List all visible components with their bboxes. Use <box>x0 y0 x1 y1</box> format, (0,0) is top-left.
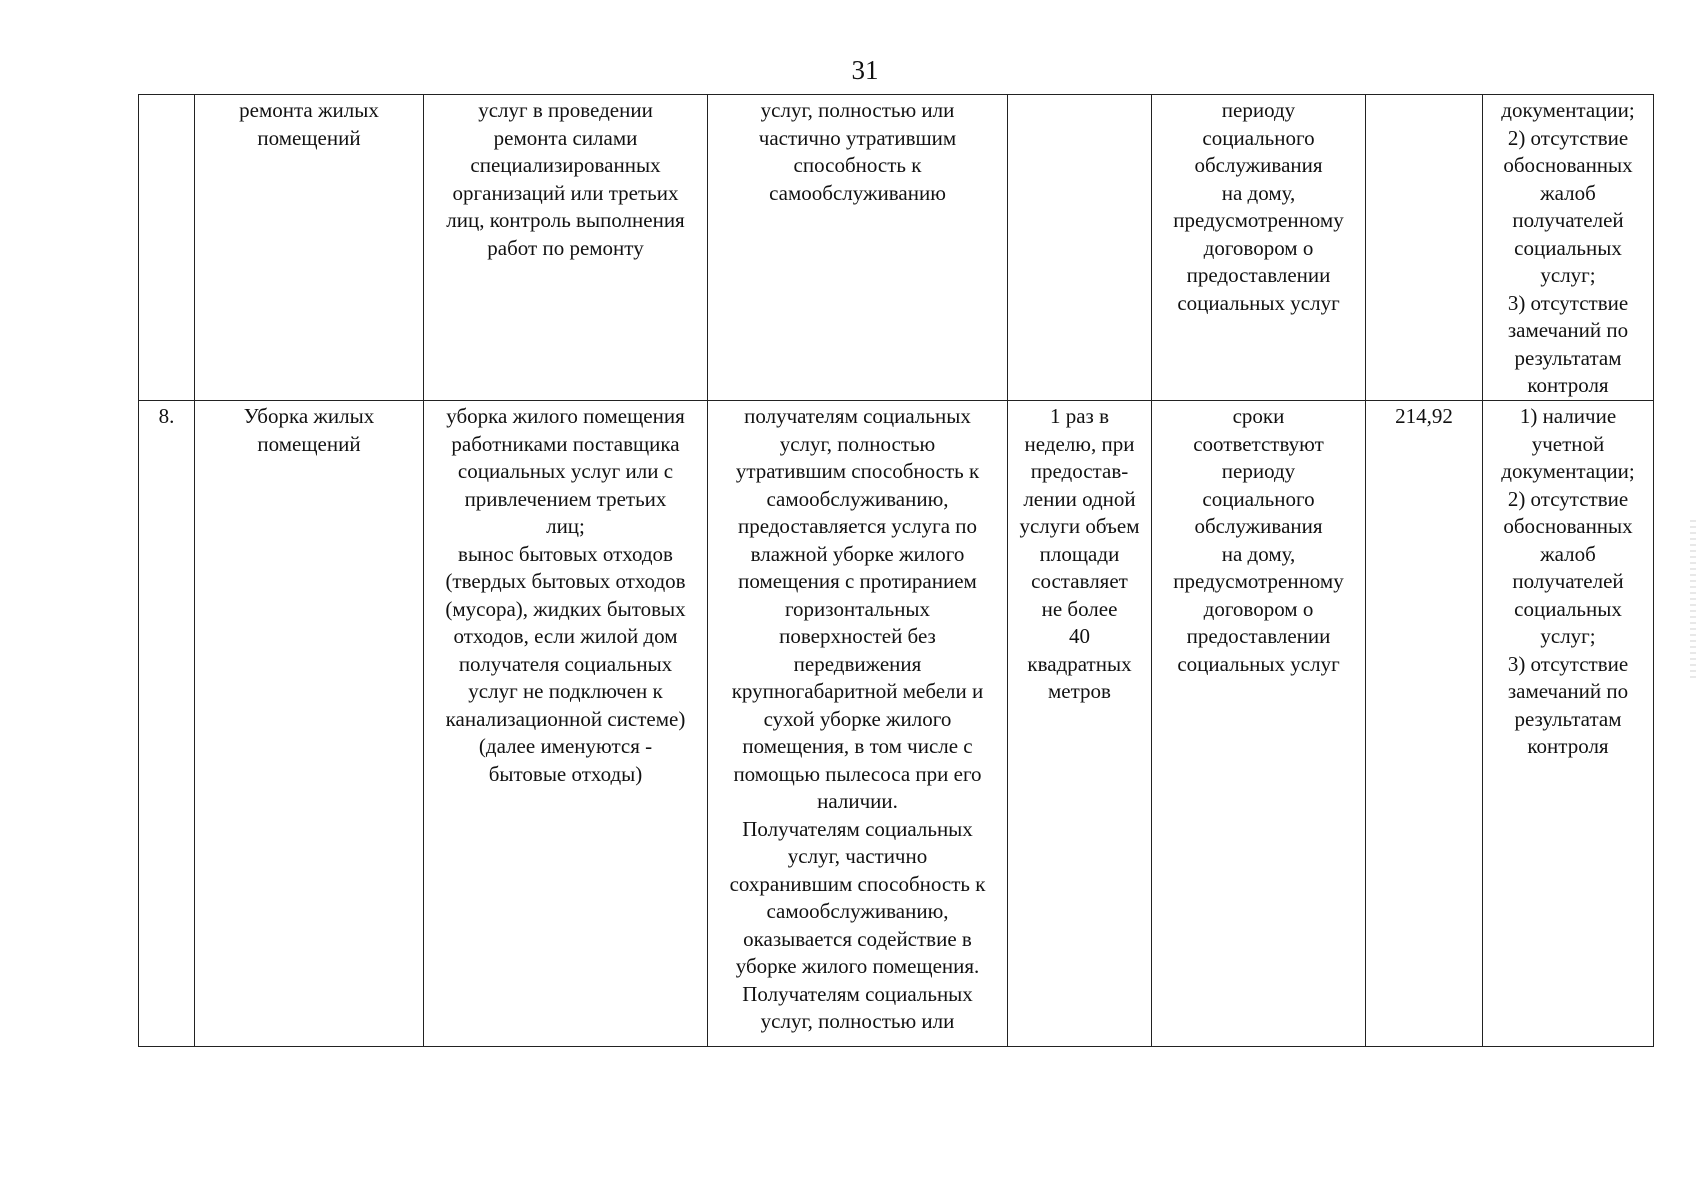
service-terms: периоду социального обслуживания на дому, предусмотренному договором о предоставлении социальных услуг <box>1152 95 1366 401</box>
row-number: 8. <box>139 401 195 1047</box>
service-conditions: получателям социальных услуг, полностью утратившим способность к самообслуживанию, предоставляется услуга по влажной уборке жилого помещения с протиранием горизонтальных поверхностей без передвижения крупногабаритной мебели и сухой уборке жилого помещения, в том числе с помощью пылесоса при его наличии. Получателям социальных услуг, частично сохранившим способность к самообслуживанию, оказывается содействие в уборке жилого помещения. Получателям социальных услуг, полностью или <box>708 401 1008 1047</box>
service-terms: сроки соответствуют периоду социального обслуживания на дому, предусмотренному договором о предоставлении социальных услуг <box>1152 401 1366 1047</box>
row-number <box>139 95 195 401</box>
services-table <box>138 94 1654 1047</box>
table-row <box>139 95 1654 401</box>
service-volume: 1 раз в неделю, при предостав- лении одной услуги объем площади составляет не более 40 квадратных метров <box>1008 401 1152 1047</box>
service-description: услуг в проведении ремонта силами специализированных организаций или третьих лиц, контроль выполнения работ по ремонту <box>424 95 708 401</box>
service-price: 214,92 <box>1366 401 1483 1047</box>
scan-artifact <box>1690 520 1696 680</box>
service-quality: 1) наличие учетной документации; 2) отсутствие обоснованных жалоб получателей социальных услуг; 3) отсутствие замечаний по результатам контроля <box>1483 401 1654 1047</box>
service-name: ремонта жилых помещений <box>195 95 424 401</box>
service-volume <box>1008 95 1152 401</box>
page-number: 31 <box>851 55 879 85</box>
service-quality: документации; 2) отсутствие обоснованных жалоб получателей социальных услуг; 3) отсутствие замечаний по результатам контроля <box>1483 95 1654 401</box>
service-conditions: услуг, полностью или частично утратившим способность к самообслуживанию <box>708 95 1008 401</box>
service-price <box>1366 95 1483 401</box>
service-description: уборка жилого помещения работниками поставщика социальных услуг или с привлечением третьих лиц; вынос бытовых отходов (твердых бытовых отходов (мусора), жидких бытовых отходов, если жилой дом получателя социальных услуг не подключен к канализационной системе) (далее именуются - бытовые отходы) <box>424 401 708 1047</box>
service-name: Уборка жилых помещений <box>195 401 424 1047</box>
table-row <box>139 401 1654 1047</box>
